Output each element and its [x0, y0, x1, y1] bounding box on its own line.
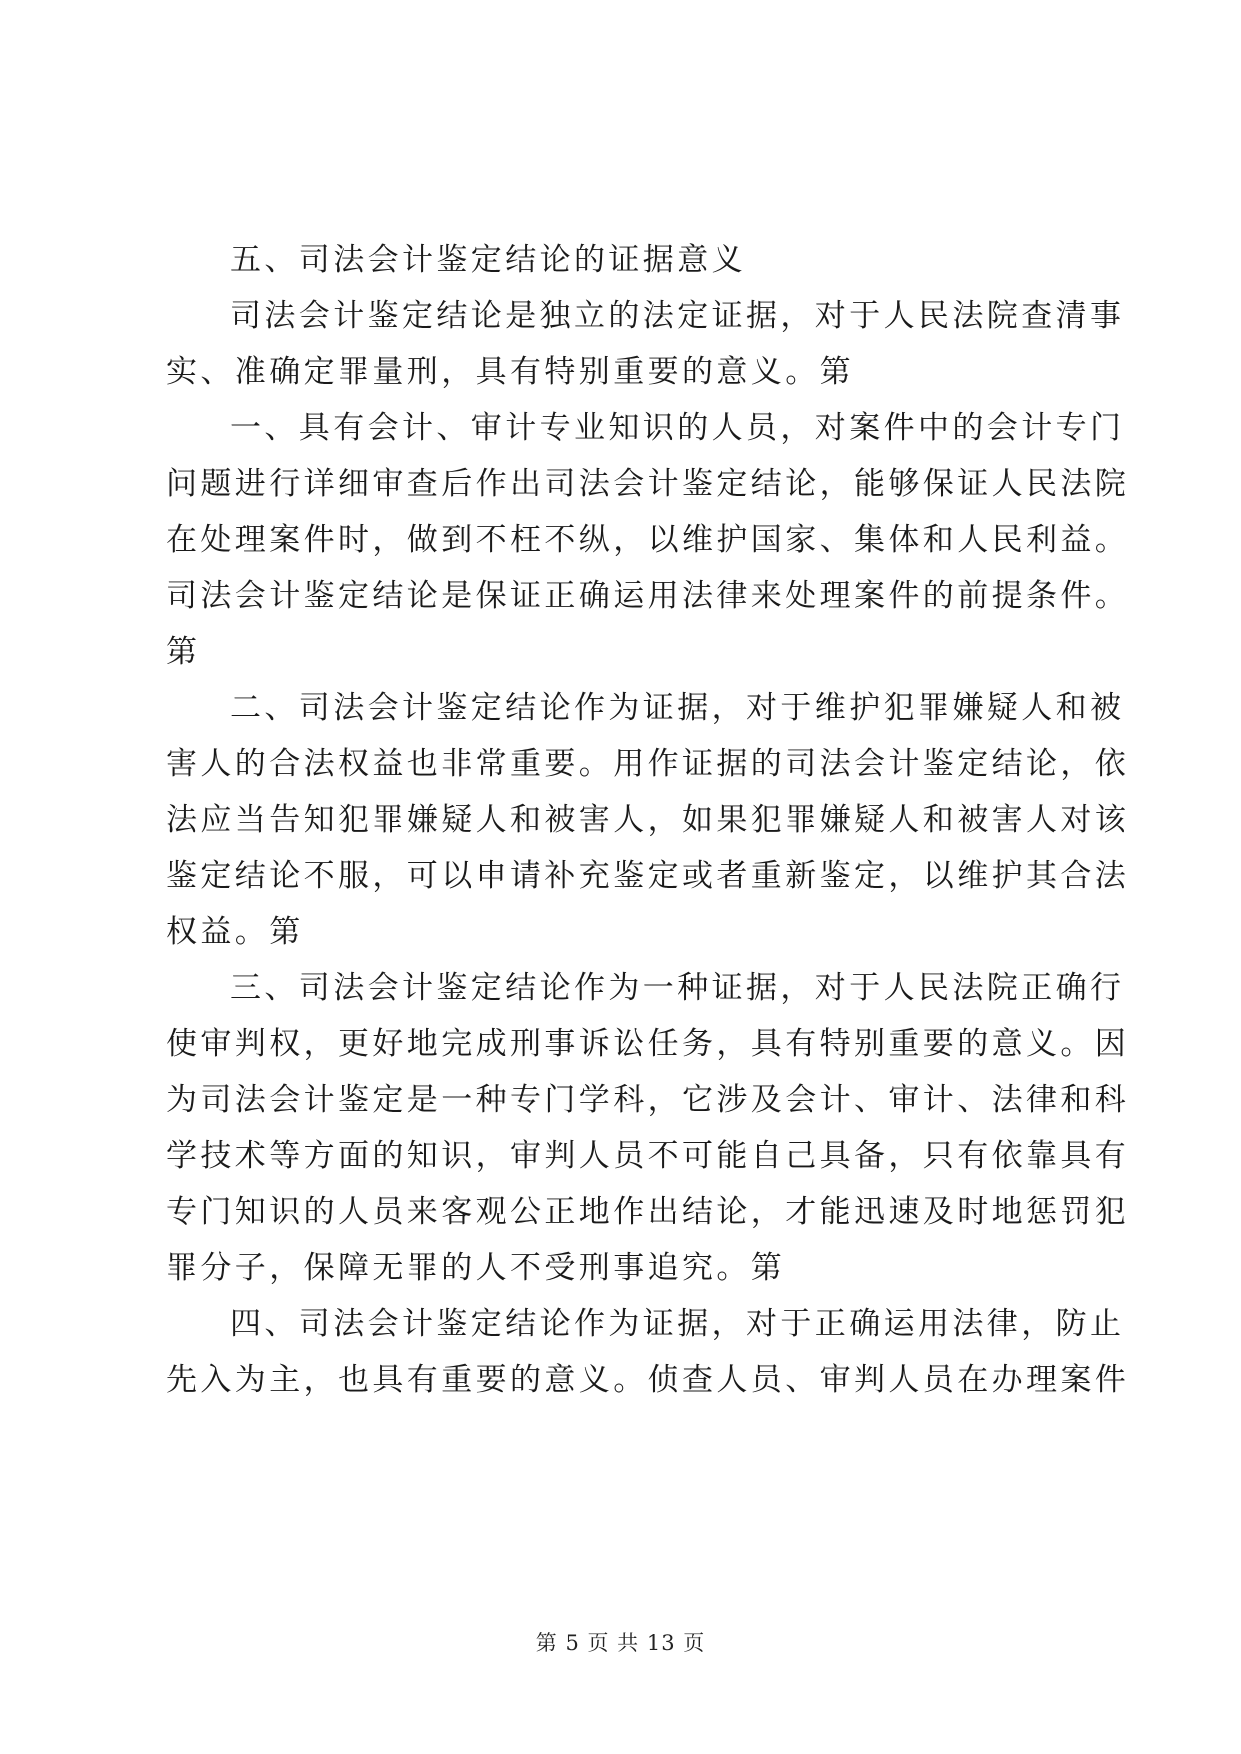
text-line: 在处理案件时，做到不枉不纵，以维护国家、集体和人民利益。: [166, 522, 1130, 558]
text-line: 四、司法会计鉴定结论作为证据，对于正确运用法律，防止: [230, 1306, 1125, 1342]
text-line: 实、准确定罪量刑，具有特别重要的意义。第: [166, 354, 854, 390]
text-line: 专门知识的人员来客观公正地作出结论，才能迅速及时地惩罚犯: [166, 1194, 1130, 1230]
document-body: [166, 232, 1130, 1408]
text-line: 权益。第: [166, 914, 304, 950]
text-line: 鉴定结论不服，可以申请补充鉴定或者重新鉴定，以维护其合法: [166, 858, 1130, 894]
text-line: 第: [166, 634, 201, 670]
text-line: 为司法会计鉴定是一种专门学科，它涉及会计、审计、法律和科: [166, 1082, 1130, 1118]
text-line: 使审判权，更好地完成刑事诉讼任务，具有特别重要的意义。因: [166, 1026, 1130, 1062]
text-line: 法应当告知犯罪嫌疑人和被害人，如果犯罪嫌疑人和被害人对该: [166, 802, 1130, 838]
text-line: 先入为主，也具有重要的意义。侦查人员、审判人员在办理案件: [166, 1362, 1130, 1398]
text-line: 学技术等方面的知识，审判人员不可能自己具备，只有依靠具有: [166, 1138, 1130, 1174]
text-line: 罪分子，保障无罪的人不受刑事追究。第: [166, 1250, 786, 1286]
text-line: 害人的合法权益也非常重要。用作证据的司法会计鉴定结论，依: [166, 746, 1130, 782]
section-heading: 五、司法会计鉴定结论的证据意义: [230, 242, 746, 278]
text-line: 二、司法会计鉴定结论作为证据，对于维护犯罪嫌疑人和被: [230, 690, 1125, 726]
text-line: 司法会计鉴定结论是独立的法定证据，对于人民法院查清事: [230, 298, 1125, 334]
text-line: 司法会计鉴定结论是保证正确运用法律来处理案件的前提条件。: [166, 578, 1130, 614]
text-line: 问题进行详细审查后作出司法会计鉴定结论，能够保证人民法院: [166, 466, 1130, 502]
text-line: 三、司法会计鉴定结论作为一种证据，对于人民法院正确行: [230, 970, 1125, 1006]
page-number-footer: 第 5 页 共 13 页: [535, 1631, 706, 1655]
text-line: 一、具有会计、审计专业知识的人员，对案件中的会计专门: [230, 410, 1125, 446]
